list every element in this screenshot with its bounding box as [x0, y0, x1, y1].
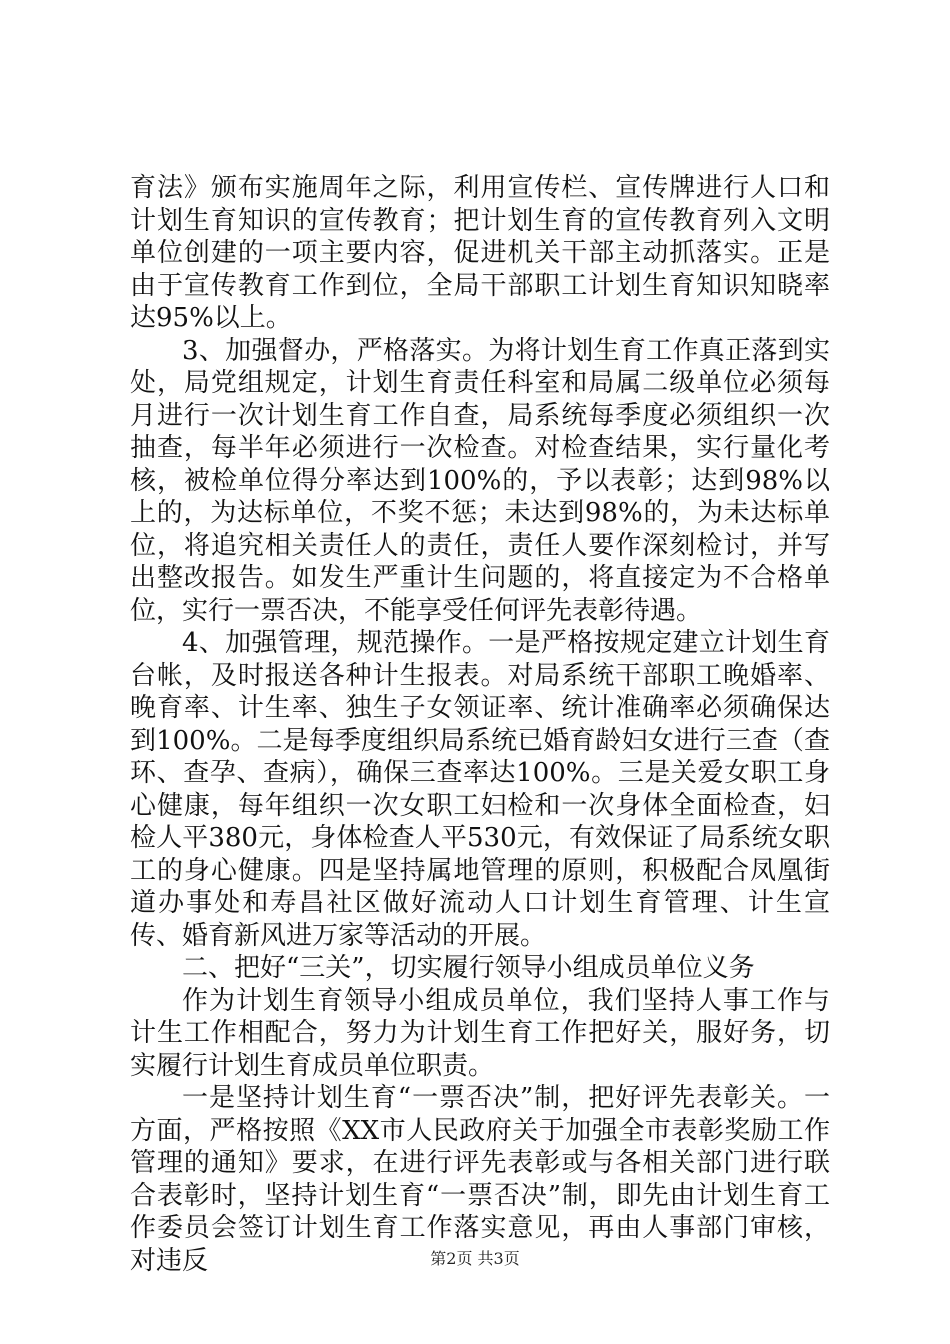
paragraph-4: 作为计划生育领导小组成员单位，我们坚持人事工作与计生工作相配合，努力为计划生育工作把好关，服好务，切实履行计划生育成员单位职责。: [130, 985, 830, 1081]
section-heading: 二、把好“三关”，切实履行领导小组成员单位义务: [182, 953, 755, 983]
page-footer: 第2页 共3页: [430, 1249, 520, 1268]
document-body: [130, 172, 830, 1277]
paragraph-5: 一是坚持计划生育“一票否决”制，把好评先表彰关。一方面，严格按照《XX市人民政府关于加强全市表彰奖励工作管理的通知》要求，在进行评先表彰或与各相关部门进行联合表彰时，坚持计划生育“一票否决”制，即先由计划生育工作委员会签订计划生育工作落实意见，再由人事部门审核，对违反: [130, 1083, 830, 1276]
paragraph-2: 3、加强督办，严格落实。为将计划生育工作真正落到实处，局党组规定，计划生育责任科室和局属二级单位必须每月进行一次计划生育工作自查，局系统每季度必须组织一次抽查，每半年必须进行一次检查。对检查结果，实行量化考核，被检单位得分率达到100%的，予以表彰；达到98%以上的，为达标单位，不奖不惩；未达到98%的，为未达标单位，将追究相关责任人的责任，责任人要作深刻检讨，并写出整改报告。如发生严重计生问题的，将直接定为不合格单位，实行一票否决，不能享受任何评先表彰待遇。: [130, 335, 830, 626]
paragraph-3: 4、加强管理，规范操作。一是严格按规定建立计划生育台帐，及时报送各种计生报表。对局系统干部职工晚婚率、晚育率、计生率、独生子女领证率、统计准确率必须确保达到100%。二是每季度组织局系统已婚育龄妇女进行三查（查环、查孕、查病），确保三查率达100%。三是关爱女职工身心健康，每年组织一次女职工妇检和一次身体全面检查，妇检人平380元，身体检查人平530元，有效保证了局系统女职工的身心健康。四是坚持属地管理的原则，积极配合凤凰街道办事处和寿昌社区做好流动人口计划生育管理、计生宣传、婚育新风进万家等活动的开展。: [130, 628, 830, 951]
paragraph-1: 育法》颁布实施周年之际，利用宣传栏、宣传牌进行人口和计划生育知识的宣传教育；把计划生育的宣传教育列入文明单位创建的一项主要内容，促进机关干部主动抓落实。正是由于宣传教育工作到位，全局干部职工计划生育知识知晓率达95%以上。: [130, 173, 830, 333]
